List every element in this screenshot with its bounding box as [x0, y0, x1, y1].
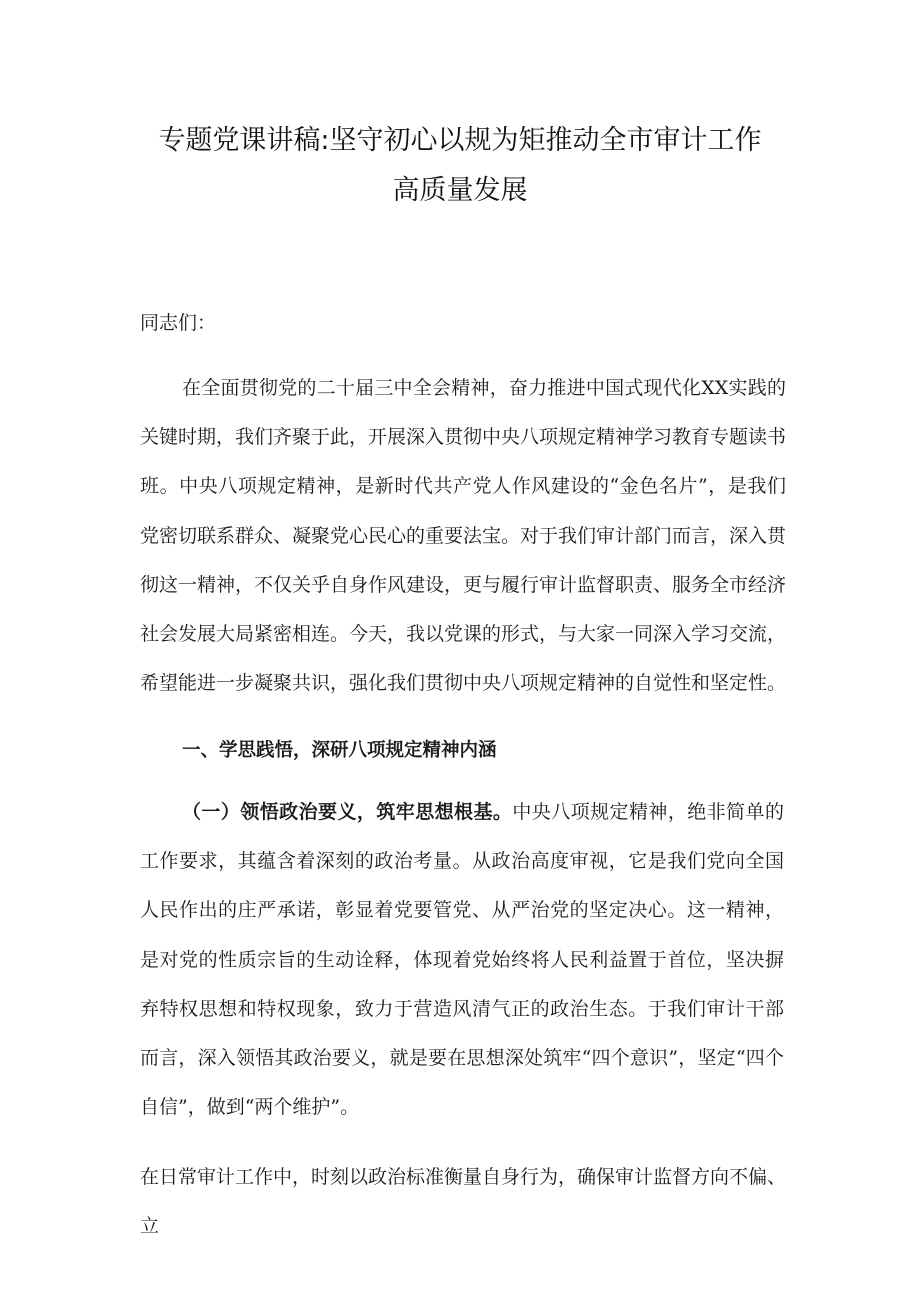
salutation: 同志们： — [140, 312, 217, 334]
subsection-body: 中央八项规定精神，绝非简单的工作要求，其蕴含着深刻的政治考量。从政治高度审视，它是我们党向全国人民作出的庄严承诺，彰显着党要管党、从严治党的坚定决心。这一精神，是对党的性质宗旨的生动诠释，体现着党始终将人民利益置于首位，坚决摒弃特权思想和特权现象，致力于营造风清气正的政治生态。于我们审计干部而言，深入领悟其政治要义，就是要在思想深处筑牢“四个意识”，坚定“四个自信”，做到“两个维护”。 — [140, 801, 784, 1119]
document-title-line-1: 专题党课讲稿:坚守初心以规为矩推动全市审计工作 — [158, 125, 762, 156]
continuation-paragraph: 在日常审计工作中，时刻以政治标准衡量自身行为，确保审计监督方向不偏、立 — [140, 1166, 787, 1238]
intro-paragraph: 在全面贯彻党的二十届三中全会精神，奋力推进中国式现代化XX实践的关键时期，我们齐聚于此，开展深入贯彻中央八项规定精神学习教育专题读书班。中央八项规定精神，是新时代共产党人作风建设的“金色名片”，是我们党密切联系群众、凝聚党心民心的重要法宝。对于我们审计部门而言，深入贯彻这一精神，不仅关乎自身作风建设，更与履行审计监督职责、服务全市经济社会发展大局紧密相连。今天，我以党课的形式，与大家一同深入学习交流，希望能进一步凝聚共识，强化我们贯彻中央八项规定精神的自觉性和坚定性。 — [140, 377, 787, 695]
document-title-line-2: 高质量发展 — [392, 175, 528, 206]
subsection-lead: （一）领悟政治要义，筑牢思想根基。 — [182, 801, 513, 823]
section-heading-1: 一、学思践悟，深研八项规定精神内涵 — [182, 740, 497, 761]
subsection-paragraph-1 — [140, 788, 784, 1132]
